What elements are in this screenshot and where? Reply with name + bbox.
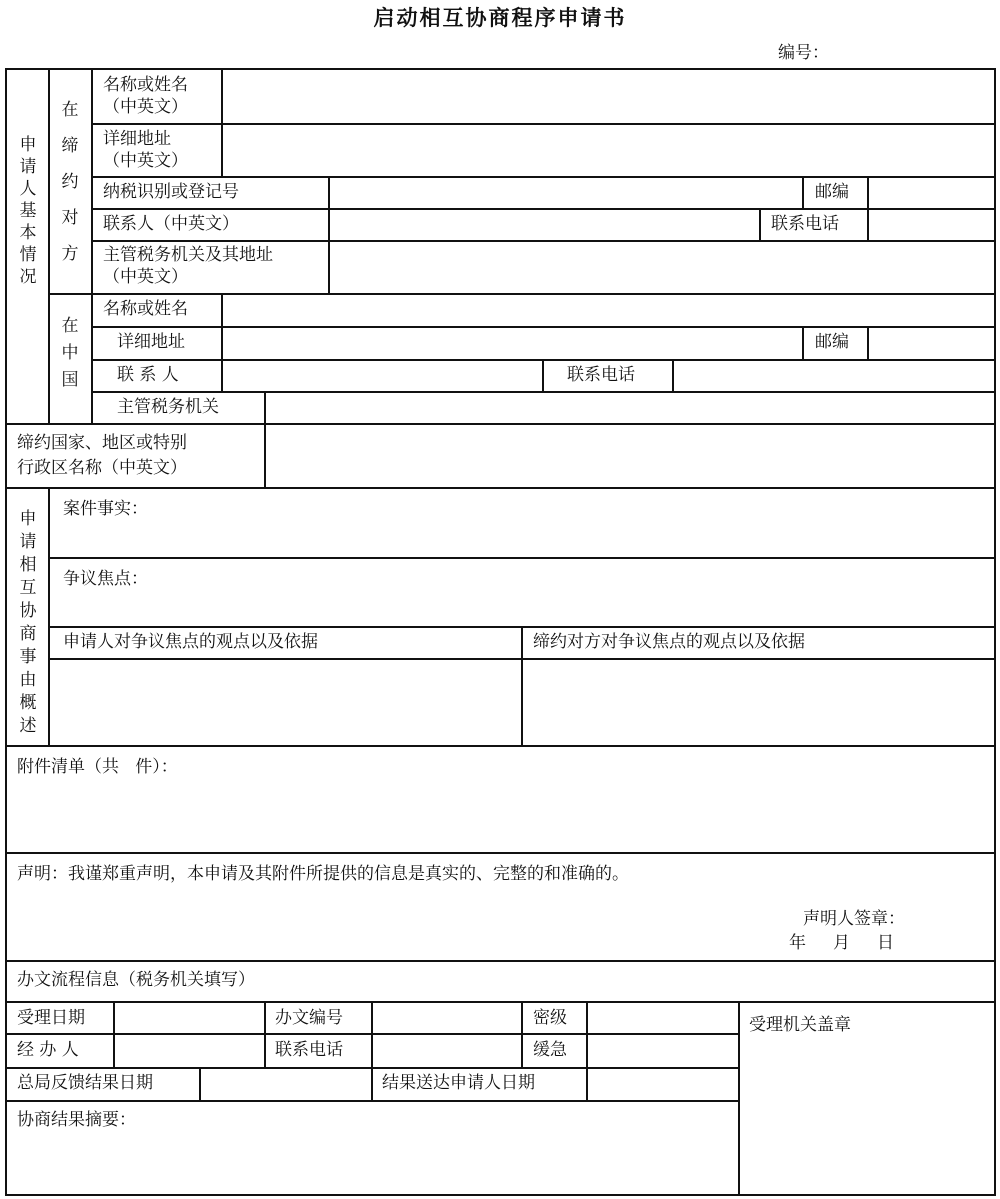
counterparty-view-label: 缔约对方对争议焦点的观点以及依据: [533, 632, 805, 652]
treaty-tax-id-label: 纳税识别或登记号: [103, 182, 239, 202]
applicant-view-label: 申请人对争议焦点的观点以及依据: [63, 632, 318, 652]
column-rule: [521, 626, 523, 745]
row-rule: [7, 1067, 738, 1069]
application-form: [5, 68, 996, 1196]
column-rule: [586, 1001, 588, 1100]
treaty-postcode-label: 邮编: [815, 182, 849, 202]
row-rule: [7, 423, 996, 425]
doc-number-field-label: 办文编号: [275, 1008, 343, 1028]
column-rule: [802, 176, 804, 208]
row-rule: [7, 1100, 738, 1102]
row-rule: [48, 557, 996, 559]
declaration-text: 声明：我谨郑重声明，本申请及其附件所提供的信息是真实的、完整的和准确的。: [17, 864, 629, 884]
security-level-label: 密级: [533, 1008, 567, 1028]
applicant-section-label: 申请人基本情况: [19, 135, 37, 287]
column-rule: [199, 1067, 201, 1100]
row-rule: [7, 852, 996, 854]
column-rule: [221, 293, 223, 391]
treaty-party-group-label: 在缔约对方: [61, 100, 79, 264]
treaty-name-label: 名称或姓名 （中英文）: [103, 75, 188, 117]
column-rule: [867, 176, 869, 240]
delivery-date-label: 结果送达申请人日期: [382, 1073, 535, 1093]
row-rule: [91, 391, 996, 393]
row-rule: [48, 293, 996, 295]
row-rule: [7, 487, 996, 489]
seal-label: 受理机关盖章: [749, 1015, 851, 1035]
row-rule: [91, 176, 996, 178]
china-address-label: 详细地址: [117, 332, 185, 352]
china-postcode-label: 邮编: [815, 332, 849, 352]
column-rule: [264, 391, 266, 423]
column-rule: [221, 70, 223, 176]
row-rule: [91, 123, 996, 125]
row-rule: [91, 240, 996, 242]
declaration-date-label: 年 月 日: [789, 933, 895, 953]
feedback-date-label: 总局反馈结果日期: [17, 1073, 153, 1093]
column-rule: [802, 326, 804, 359]
column-rule: [328, 176, 330, 293]
column-rule: [91, 70, 93, 423]
china-tax-authority-label: 主管税务机关: [117, 397, 219, 417]
treaty-tax-authority-label: 主管税务机关及其地址 （中英文）: [103, 245, 273, 287]
column-rule: [48, 487, 50, 745]
treaty-phone-label: 联系电话: [771, 214, 839, 234]
column-rule: [542, 359, 544, 391]
column-rule: [264, 1001, 266, 1067]
column-rule: [521, 1001, 523, 1067]
doc-number-label: 编号：: [778, 43, 829, 63]
row-rule: [91, 326, 996, 328]
treaty-address-label: 详细地址 （中英文）: [103, 129, 188, 171]
treaty-country-label: 缔约国家、地区或特别 行政区名称（中英文）: [17, 433, 187, 478]
column-rule: [113, 1001, 115, 1067]
column-rule: [672, 359, 674, 391]
accept-date-label: 受理日期: [17, 1008, 85, 1028]
row-rule: [91, 359, 996, 361]
china-phone-label: 联系电话: [567, 365, 635, 385]
row-rule: [7, 1001, 996, 1003]
column-rule: [371, 1001, 373, 1100]
row-rule: [7, 745, 996, 747]
dispute-focus-label: 争议焦点：: [63, 569, 148, 589]
urgency-label: 缓急: [533, 1040, 567, 1060]
handler-label: 经 办 人: [17, 1040, 79, 1060]
column-rule: [48, 70, 50, 423]
processing-label: 办文流程信息（税务机关填写）: [17, 970, 255, 990]
case-facts-label: 案件事实：: [63, 499, 148, 519]
processing-phone-label: 联系电话: [275, 1040, 343, 1060]
china-contact-label: 联 系 人: [117, 365, 179, 385]
attachments-label: 附件清单（共 件）：: [17, 757, 178, 777]
treaty-contact-label: 联系人（中英文）: [103, 214, 239, 234]
declarant-sign-label: 声明人签章：: [803, 909, 905, 929]
china-group-label: 在中国: [61, 316, 79, 390]
column-rule: [264, 423, 266, 487]
row-rule: [91, 208, 996, 210]
row-rule: [7, 1033, 738, 1035]
china-name-label: 名称或姓名: [103, 299, 188, 319]
result-summary-label: 协商结果摘要：: [17, 1110, 136, 1130]
form-title: 启动相互协商程序申请书: [373, 6, 627, 30]
row-rule: [7, 960, 996, 962]
case-section-label: 申请相互协商事由概述: [19, 509, 37, 736]
column-rule: [738, 1001, 740, 1196]
column-rule: [867, 326, 869, 359]
column-rule: [759, 208, 761, 240]
